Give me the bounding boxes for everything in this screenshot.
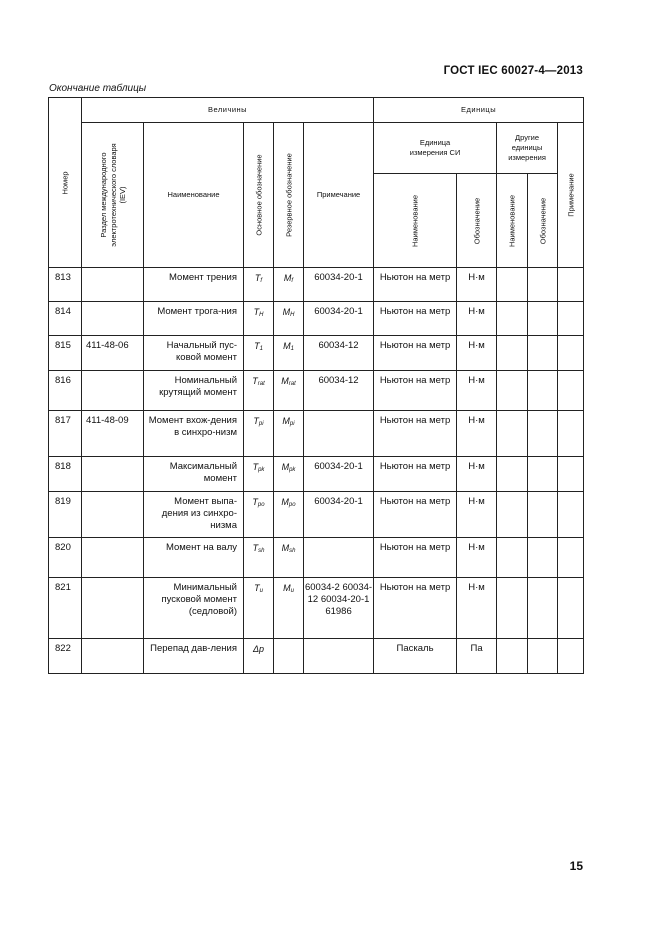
row-si-symbol: Н·м xyxy=(457,578,497,639)
row-main-symbol: Δp xyxy=(244,639,274,674)
row-si-name: Паскаль xyxy=(374,639,457,674)
row-main-symbol: $T_{pk}$ xyxy=(244,457,274,492)
row-other-name xyxy=(497,639,528,674)
table-row xyxy=(49,538,584,578)
row-unit-note xyxy=(558,371,584,411)
row-number: 817 xyxy=(49,411,82,457)
row-unit-note xyxy=(558,268,584,302)
row-other-symbol xyxy=(528,578,558,639)
row-main-symbol: $T_{po}$ xyxy=(244,492,274,538)
quantities-table xyxy=(48,97,584,674)
row-main-symbol: $T_H$ xyxy=(244,302,274,336)
row-iev-section xyxy=(82,578,144,639)
row-si-symbol: Н·м xyxy=(457,411,497,457)
row-number: 821 xyxy=(49,578,82,639)
row-other-symbol xyxy=(528,268,558,302)
row-iev-section xyxy=(82,492,144,538)
row-reserve-symbol: $M_{pi}$ xyxy=(274,411,304,457)
row-name: Момент вхож-дения в синхро-низм xyxy=(144,411,244,457)
row-other-symbol xyxy=(528,492,558,538)
row-other-name xyxy=(497,411,528,457)
header-units: Единицы xyxy=(374,98,584,123)
row-number: 820 xyxy=(49,538,82,578)
row-reserve-symbol: $M_H$ xyxy=(274,302,304,336)
row-other-name xyxy=(497,578,528,639)
table-row xyxy=(49,639,584,674)
row-note: 60034-2 60034-12 60034-20-1 61986 xyxy=(304,578,374,639)
row-number: 816 xyxy=(49,371,82,411)
row-reserve-symbol: $M_{pk}$ xyxy=(274,457,304,492)
row-unit-note xyxy=(558,457,584,492)
row-note xyxy=(304,411,374,457)
row-main-symbol: $T_{pi}$ xyxy=(244,411,274,457)
row-name: Максимальный момент xyxy=(144,457,244,492)
row-unit-note xyxy=(558,538,584,578)
row-note: 60034-20-1 xyxy=(304,457,374,492)
table-row xyxy=(49,336,584,371)
table-row xyxy=(49,371,584,411)
row-number: 813 xyxy=(49,268,82,302)
row-reserve-symbol: $M_f$ xyxy=(274,268,304,302)
row-unit-note xyxy=(558,578,584,639)
row-number: 818 xyxy=(49,457,82,492)
header-reserve-symbol: Резервное обозначение xyxy=(274,123,304,268)
row-other-name xyxy=(497,302,528,336)
row-reserve-symbol: $M_1$ xyxy=(274,336,304,371)
row-other-name xyxy=(497,268,528,302)
row-reserve-symbol: $M_{sh}$ xyxy=(274,538,304,578)
row-other-name xyxy=(497,538,528,578)
header-iev-section: Раздел международного электротехнического словаря (IEV) xyxy=(82,123,144,268)
row-si-symbol: Н·м xyxy=(457,538,497,578)
header-quantities: Величины xyxy=(82,98,374,123)
row-number: 819 xyxy=(49,492,82,538)
row-other-symbol xyxy=(528,302,558,336)
row-number: 822 xyxy=(49,639,82,674)
row-iev-section xyxy=(82,302,144,336)
header-si-name: Наименование xyxy=(374,174,457,268)
header-note: Примечание xyxy=(304,123,374,268)
row-number: 814 xyxy=(49,302,82,336)
header-si-units: Единица измерения СИ xyxy=(374,123,497,174)
row-name: Момент трога-ния xyxy=(144,302,244,336)
row-iev-section xyxy=(82,457,144,492)
row-note: 60034-20-1 xyxy=(304,492,374,538)
row-unit-note xyxy=(558,302,584,336)
row-si-symbol: Н·м xyxy=(457,457,497,492)
row-other-name xyxy=(497,492,528,538)
row-other-symbol xyxy=(528,639,558,674)
row-name: Начальный пус-ковой момент xyxy=(144,336,244,371)
row-si-symbol: Н·м xyxy=(457,371,497,411)
row-iev-section xyxy=(82,371,144,411)
table-row xyxy=(49,411,584,457)
row-note: 60034-12 xyxy=(304,371,374,411)
row-iev-section xyxy=(82,538,144,578)
header-main-symbol: Основное обозначение xyxy=(244,123,274,268)
header-unit-note: Примечание xyxy=(558,123,584,268)
table-row xyxy=(49,268,584,302)
header-other-units: Другие единицы измерения xyxy=(497,123,558,174)
row-name: Момент выпа-дения из синхро-низма xyxy=(144,492,244,538)
row-reserve-symbol: $M_u$ xyxy=(274,578,304,639)
row-unit-note xyxy=(558,336,584,371)
table-caption: Окончание таблицы xyxy=(49,83,147,94)
row-other-symbol xyxy=(528,411,558,457)
row-other-symbol xyxy=(528,371,558,411)
row-main-symbol: $T_1$ xyxy=(244,336,274,371)
row-other-name xyxy=(497,371,528,411)
row-si-name: Ньютон на метр xyxy=(374,336,457,371)
row-other-symbol xyxy=(528,336,558,371)
row-si-name: Ньютон на метр xyxy=(374,302,457,336)
row-si-name: Ньютон на метр xyxy=(374,492,457,538)
row-iev-section: 411-48-06 xyxy=(82,336,144,371)
row-reserve-symbol: $M_{rat}$ xyxy=(274,371,304,411)
row-si-name: Ньютон на метр xyxy=(374,411,457,457)
header-other-name: Наименование xyxy=(497,174,528,268)
row-unit-note xyxy=(558,411,584,457)
row-other-symbol xyxy=(528,538,558,578)
row-iev-section xyxy=(82,639,144,674)
table-row xyxy=(49,578,584,639)
table-row xyxy=(49,302,584,336)
row-iev-section xyxy=(82,268,144,302)
row-si-symbol: Н·м xyxy=(457,492,497,538)
row-iev-section: 411-48-09 xyxy=(82,411,144,457)
row-name: Момент на валу xyxy=(144,538,244,578)
row-si-name: Ньютон на метр xyxy=(374,538,457,578)
header-si-symbol: Обозначение xyxy=(457,174,497,268)
row-unit-note xyxy=(558,492,584,538)
row-si-name: Ньютон на метр xyxy=(374,268,457,302)
page-number: 15 xyxy=(569,859,583,873)
header-other-symbol: Обозначение xyxy=(528,174,558,268)
row-number: 815 xyxy=(49,336,82,371)
row-si-name: Ньютон на метр xyxy=(374,578,457,639)
row-other-symbol xyxy=(528,457,558,492)
table-row xyxy=(49,457,584,492)
row-reserve-symbol: $M_{po}$ xyxy=(274,492,304,538)
row-si-symbol: Па xyxy=(457,639,497,674)
row-note xyxy=(304,538,374,578)
row-note xyxy=(304,639,374,674)
row-note: 60034-12 xyxy=(304,336,374,371)
row-name: Момент трения xyxy=(144,268,244,302)
header-name: Наименование xyxy=(144,123,244,268)
row-unit-note xyxy=(558,639,584,674)
row-name: Минимальный пусковой момент (седловой) xyxy=(144,578,244,639)
row-main-symbol: $T_u$ xyxy=(244,578,274,639)
row-si-name: Ньютон на метр xyxy=(374,371,457,411)
row-other-name xyxy=(497,457,528,492)
row-name: Перепад дав-ления xyxy=(144,639,244,674)
row-si-symbol: Н·м xyxy=(457,302,497,336)
row-main-symbol: $T_{sh}$ xyxy=(244,538,274,578)
row-si-symbol: Н·м xyxy=(457,268,497,302)
row-main-symbol: $T_{rat}$ xyxy=(244,371,274,411)
document-code: ГОСТ IEC 60027-4—2013 xyxy=(443,65,583,77)
row-note: 60034-20-1 xyxy=(304,268,374,302)
row-si-name: Ньютон на метр xyxy=(374,457,457,492)
row-name: Номинальный крутящий момент xyxy=(144,371,244,411)
row-main-symbol: $T_f$ xyxy=(244,268,274,302)
table-row xyxy=(49,492,584,538)
row-reserve-symbol xyxy=(274,639,304,674)
header-number: Номер xyxy=(49,98,82,268)
row-si-symbol: Н·м xyxy=(457,336,497,371)
row-note: 60034-20-1 xyxy=(304,302,374,336)
row-other-name xyxy=(497,336,528,371)
